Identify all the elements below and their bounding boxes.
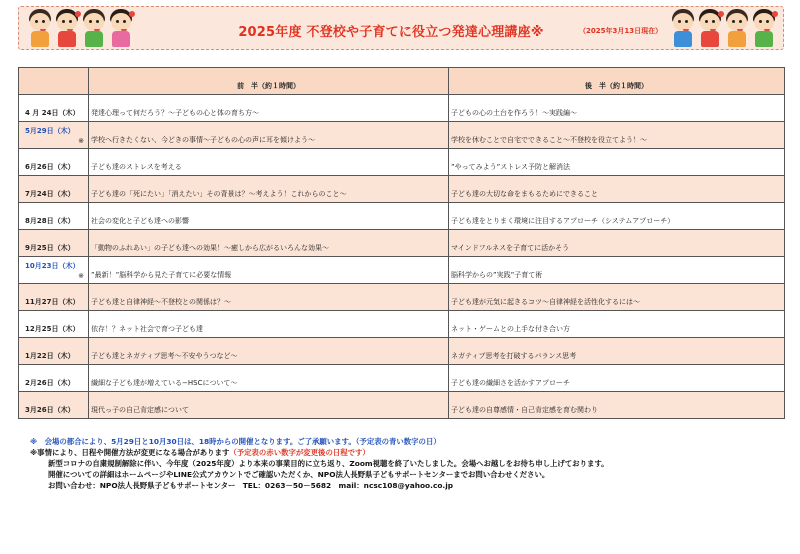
date-text: 3月26日（木） (25, 406, 75, 414)
first-half-topic: 学校へ行きたくない、今どきの事情～子どもの心の声に耳を傾けよう～ (89, 122, 449, 149)
children-illustration-right (670, 9, 777, 49)
date-cell (19, 338, 89, 365)
date-cell (19, 257, 89, 284)
first-half-topic: 依存！？ネット社会で育つ子ども達 (89, 311, 449, 338)
first-half-topic: 子ども達とネガティブ思考～不安やうつなど～ (89, 338, 449, 365)
table-row (19, 338, 785, 365)
table-row (19, 257, 785, 284)
date-note: （2025年3月13日現在） (579, 27, 663, 35)
child-icon (54, 9, 80, 49)
date-cell (19, 149, 89, 176)
date-text: 12月25日（木） (25, 325, 80, 333)
header-date-cell (19, 68, 89, 95)
date-cell (19, 392, 89, 419)
date-cell (19, 122, 89, 149)
first-half-topic: 社会の変化と子ども達への影響 (89, 203, 449, 230)
child-icon (697, 9, 723, 49)
table-row (19, 311, 785, 338)
header-first-half: 前 半（約１時間） (89, 68, 449, 95)
date-cell (19, 284, 89, 311)
child-icon (108, 9, 134, 49)
note-change-text: ※事情により、日程や開催方法が変更になる場合があります (30, 448, 230, 457)
asterisk-mark: ※ (78, 272, 84, 280)
table-row (19, 122, 785, 149)
date-text: 6月26日（木） (25, 163, 75, 171)
first-half-topic: 子ども達のストレスを考える (89, 149, 449, 176)
table-row (19, 203, 785, 230)
first-half-topic: 現代っ子の自己肯定感について (89, 392, 449, 419)
date-cell (19, 311, 89, 338)
asterisk-mark: ※ (78, 137, 84, 145)
table-row (19, 230, 785, 257)
table-header-row (19, 68, 785, 95)
second-half-topic: ”やってみよう”ストレス予防と解消法 (449, 149, 785, 176)
table-row (19, 392, 785, 419)
header-banner (18, 6, 784, 50)
first-half-topic: 繊細な子ども達が増えている−HSCについて～ (89, 365, 449, 392)
child-icon (751, 9, 777, 49)
second-half-topic: 学校を休むことで自宅でできること～不登校を役立てよう！～ (449, 122, 785, 149)
second-half-topic: 子どもの心の土台を作ろう！～実践編～ (449, 95, 785, 122)
table-row (19, 284, 785, 311)
date-cell (19, 95, 89, 122)
first-half-topic: ”最新！”脳科学から見た子育てに必要な情報 (89, 257, 449, 284)
note-venue: ※ 会場の都合により、5月29日と10月30日は、18時からの開催となります。ご了承願います。（予定表の青い数字の日） (30, 437, 441, 446)
child-icon (724, 9, 750, 49)
date-text: 5月29日（木） (25, 127, 75, 135)
second-half-topic: 子ども達をとりまく環境に注目するアプローチ（システムアプローチ） (449, 203, 785, 230)
date-text: 2月26日（木） (25, 379, 75, 387)
second-half-topic: マインドフルネスを子育てに活かそう (449, 230, 785, 257)
table-row (19, 95, 785, 122)
children-illustration-left (27, 9, 134, 49)
date-text: 11月27日（木） (25, 298, 80, 306)
first-half-topic: 「動物のふれあい」の子ども達への効果！～癒しから広がるいろんな効果～ (89, 230, 449, 257)
date-text: 1月22日（木） (25, 352, 75, 360)
first-half-topic: 子ども達の「死にたい」「消えたい」その背景は？～考えよう！これからのこと～ (89, 176, 449, 203)
table-row (19, 149, 785, 176)
header-second-half: 後 半（約１時間） (449, 68, 785, 95)
second-half-topic: 子ども達の大切な命をまもるためにできること (449, 176, 785, 203)
first-half-topic: 子ども達と自律神経～不登校との関係は？～ (89, 284, 449, 311)
second-half-topic: 子ども達が元気に起きるコツ～自律神経を活性化するには～ (449, 284, 785, 311)
date-cell (19, 203, 89, 230)
note-zoom: 新型コロナの自粛規制解除に伴い、今年度（2025年度）より本来の事業目的に立ち返り、Zoom視聴を終了いたしました。会場へお越しをお待ち申し上げております。 (48, 459, 609, 468)
second-half-topic: ネット・ゲームとの上手な付き合い方 (449, 311, 785, 338)
note-change-red: （予定表の赤い数字が変更後の日程です） (229, 448, 370, 457)
note-change (30, 447, 609, 458)
date-cell (19, 230, 89, 257)
notes-section (30, 436, 609, 491)
schedule-table (18, 67, 785, 419)
note-contact: お問い合わせ：NPO法人長野県子どもサポートセンター TEL：0263－50－5682 mail：ncsc108@yahoo.co.jp (48, 481, 454, 490)
date-cell (19, 365, 89, 392)
date-text: 7月24日（木） (25, 190, 75, 198)
table-row (19, 365, 785, 392)
child-icon (670, 9, 696, 49)
date-text: 10月23日（木） (25, 262, 80, 270)
child-icon (81, 9, 107, 49)
first-half-topic: 発達心理って何だろう？～子どもの心と体の育ち方～ (89, 95, 449, 122)
second-half-topic: 子ども達の繊細さを活かすアプローチ (449, 365, 785, 392)
note-details: 開催についての詳細はホームページやLINE公式アカウントでご確認いただくか、NPO法人長野県子どもサポートセンターまでお問い合わせください。 (48, 470, 550, 479)
second-half-topic: ネガティブ思考を打破するバランス思考 (449, 338, 785, 365)
page-title: 2025年度 不登校や子育てに役立つ発達心理講座※ (238, 25, 544, 40)
date-text: 4 月 24日（木） (25, 109, 80, 117)
date-text: 8月28日（木） (25, 217, 75, 225)
child-icon (27, 9, 53, 49)
table-row (19, 176, 785, 203)
second-half-topic: 子ども達の自尊感情・自己肯定感を育む関わり (449, 392, 785, 419)
second-half-topic: 脳科学からの”実践”子育て術 (449, 257, 785, 284)
date-cell (19, 176, 89, 203)
date-text: 9月25日（木） (25, 244, 75, 252)
